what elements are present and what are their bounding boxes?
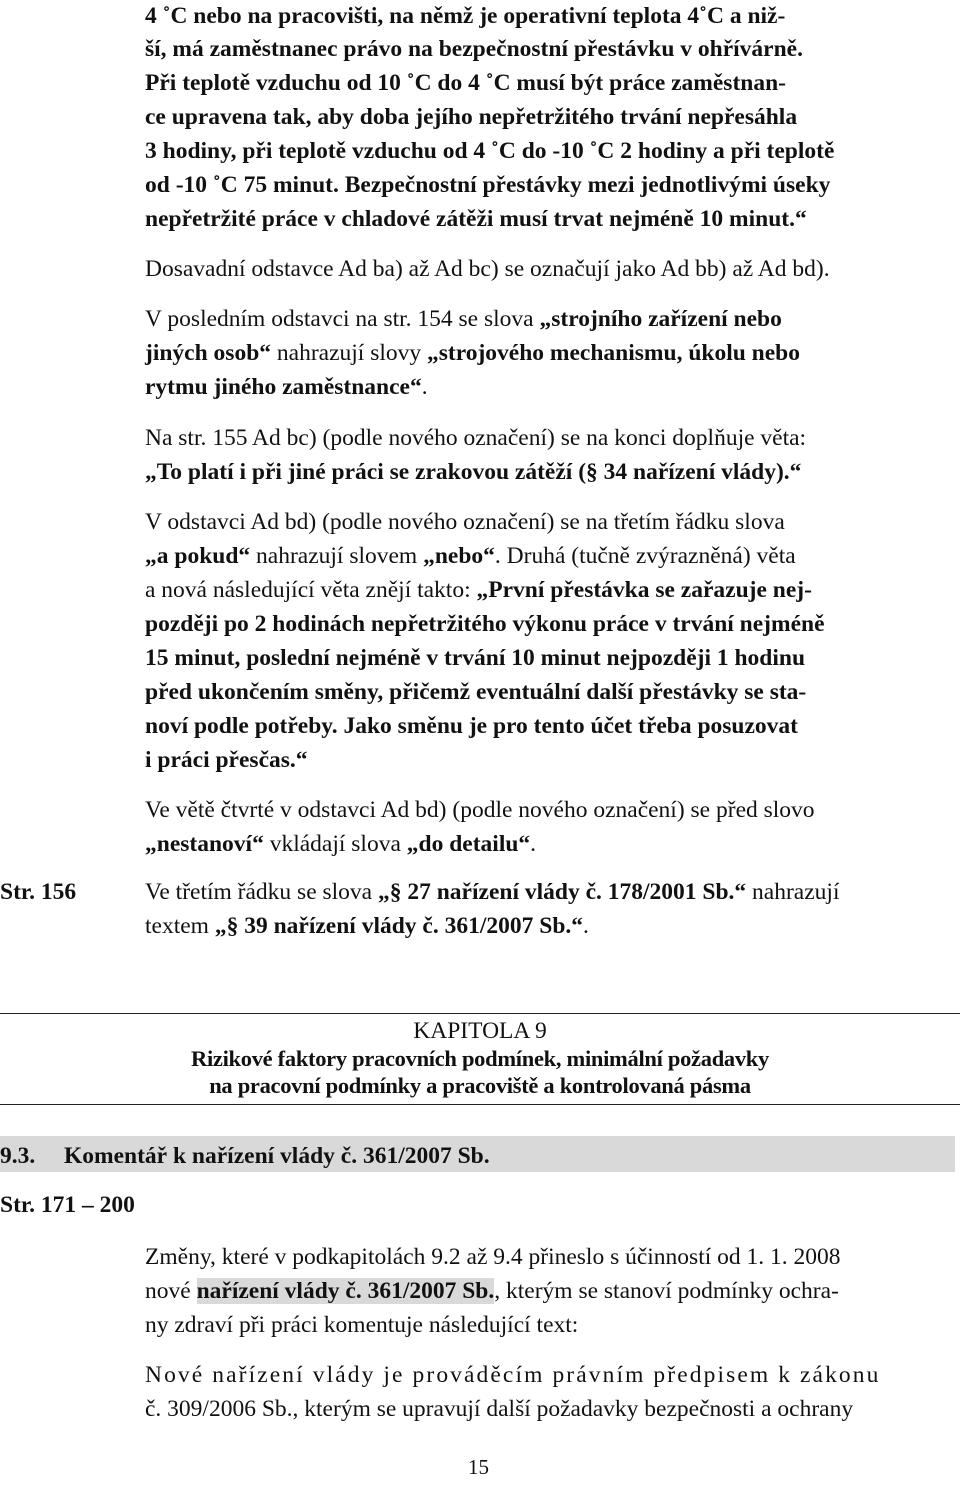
text-line: nové nařízení vlády č. 361/2007 Sb., kterým se stanoví podmínky ochra-: [145, 1278, 839, 1304]
chapter-top-rule: [0, 1013, 960, 1014]
paragraph-dosavadni: Dosavadní odstavce Ad ba) až Ad bc) se označují jako Ad bb) až Ad bd).: [145, 256, 830, 282]
text-line: noví podle potřeby. Jako směnu je pro tento účet třeba posuzovat: [145, 713, 798, 739]
text-line: později po 2 hodinách nepřetržitého výkonu práce v trvání nejméně: [145, 611, 825, 637]
text-line: Ve třetím řádku se slova „§ 27 nařízení vlády č. 178/2001 Sb.“ nahrazují: [145, 879, 840, 905]
page-number: 15: [468, 1455, 489, 1479]
text-line: V posledním odstavci na str. 154 se slova „strojního zařízení nebo: [145, 306, 782, 332]
text-line: ny zdraví při práci komentuje následující text:: [145, 1312, 579, 1338]
margin-page-ref: Str. 156: [0, 879, 77, 905]
text-line: a nová následující věta znějí takto: „První přestávka se zařazuje nej-: [145, 577, 812, 603]
text-line: nepřetržité práce v chladové zátěži musí trvat nejméně 10 minut.“: [145, 206, 807, 232]
text-line: Na str. 155 Ad bc) (podle nového označení) se na konci doplňuje věta:: [145, 425, 807, 451]
text-line: od -10 ˚C 75 minut. Bezpečnostní přestávky mezi jednotlivými úseky: [145, 172, 831, 198]
text-line: „a pokud“ nahrazují slovem „nebo“. Druhá (tučně zvýrazněná) věta: [145, 543, 796, 569]
chapter-subtitle: Rizikové faktory pracovních podmínek, minimální požadavky: [191, 1046, 769, 1071]
text-line: 4 ˚C nebo na pracovišti, na němž je operativní teplota 4˚C a niž-: [145, 3, 786, 29]
text-line: Nové nařízení vlády je prováděcím právním předpisem k zákonu: [145, 1362, 881, 1388]
text-line: 15 minut, poslední nejméně v trvání 10 minut nejpozději 1 hodinu: [145, 645, 806, 671]
text-line: ce upravena tak, aby doba jejího nepřetržitého trvání nepřesáhla: [145, 104, 798, 130]
margin-page-ref: Str. 171 – 200: [0, 1192, 135, 1218]
text-line: Ve větě čtvrté v odstavci Ad bd) (podle nového označení) se před slovo: [145, 797, 815, 823]
chapter-bottom-rule: [0, 1104, 960, 1105]
text-line: i práci přesčas.“: [145, 747, 308, 773]
chapter-title: KAPITOLA 9: [413, 1018, 547, 1044]
text-line: 3 hodiny, při teplotě vzduchu od 4 ˚C do -10 ˚C 2 hodiny a při teplotě: [145, 138, 835, 164]
text-line: V odstavci Ad bd) (podle nového označení) se na třetím řádku slova: [145, 509, 785, 535]
section-title: Komentář k nařízení vlády č. 361/2007 Sb.: [64, 1143, 490, 1169]
text-line: textem „§ 39 nařízení vlády č. 361/2007 Sb.“.: [145, 913, 589, 939]
text-line: Při teplotě vzduchu od 10 ˚C do 4 ˚C musí být práce zaměstnan-: [145, 70, 786, 96]
text-line: č. 309/2006 Sb., kterým se upravují další požadavky bezpečnosti a ochrany: [145, 1396, 854, 1422]
text-line: rytmu jiného zaměstnance“.: [145, 374, 428, 400]
text-line: ší, má zaměstnanec právo na bezpečnostní přestávku v ohřívárně.: [145, 36, 803, 62]
text-line: před ukončením směny, přičemž eventuální další přestávky se sta-: [145, 679, 807, 705]
text-line: „nestanoví“ vkládají slova „do detailu“.: [145, 831, 537, 857]
text-line: Změny, které v podkapitolách 9.2 až 9.4 přineslo s účinností od 1. 1. 2008: [145, 1244, 841, 1270]
section-number: 9.3.: [0, 1143, 36, 1169]
chapter-subtitle: na pracovní podmínky a pracoviště a kontrolovaná pásma: [209, 1073, 751, 1098]
text-line: „To platí i při jiné práci se zrakovou zátěží (§ 34 nařízení vlády).“: [145, 459, 802, 485]
text-line: jiných osob“ nahrazují slovy „strojového mechanismu, úkolu nebo: [145, 340, 801, 366]
